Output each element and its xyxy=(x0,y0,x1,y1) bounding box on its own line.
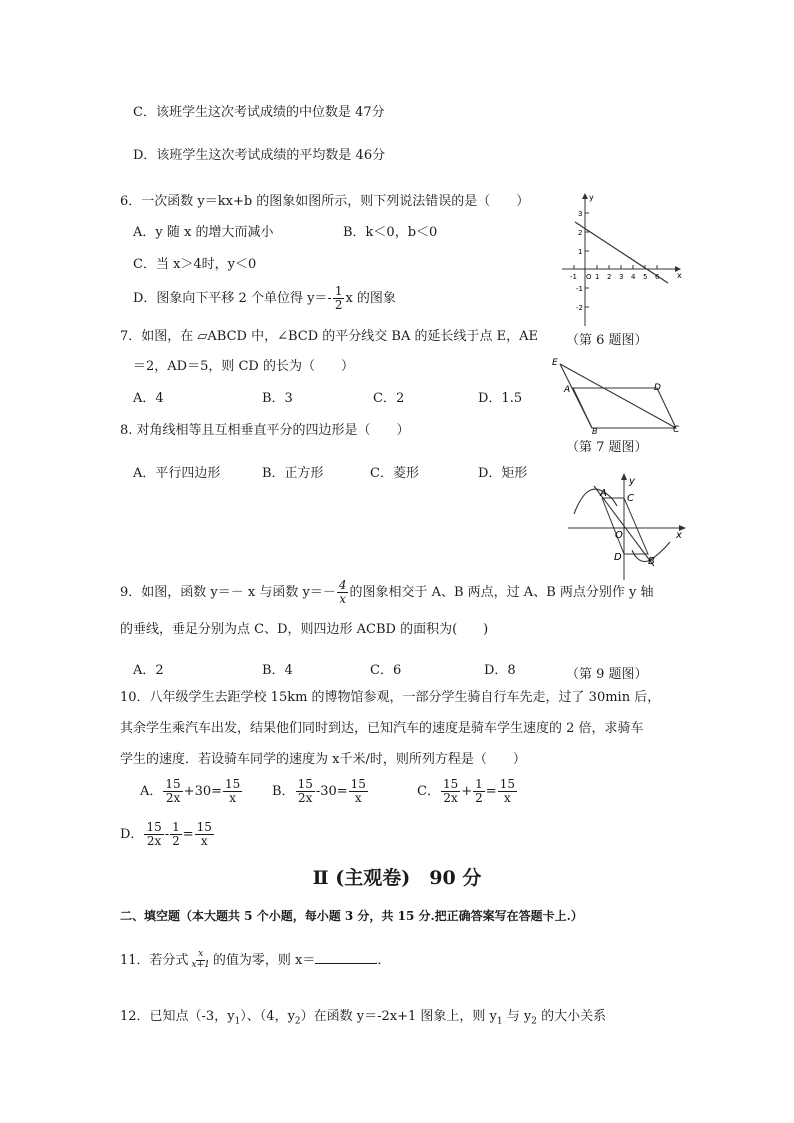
q10-option-d xyxy=(120,821,215,848)
equation-fraction xyxy=(144,821,163,848)
q7-stem-line2: ＝2，AD＝5，则 CD 的长为（ ） xyxy=(133,359,354,374)
fraction-denominator: x+1 xyxy=(191,959,210,970)
hyperbola-branch-left xyxy=(574,489,617,514)
fraction-denominator: x xyxy=(354,791,362,806)
fraction-numerator: 1 xyxy=(172,820,180,834)
q8-option-a: A．平行四边形 xyxy=(133,466,221,481)
y-tick-label: 1 xyxy=(578,248,583,256)
q10-stem-line1: 10．八年级学生去距学校 15km 的博物馆参观，一部分学生骑自行车先走，过了 30min 后， xyxy=(120,690,661,705)
q10-option-a xyxy=(140,778,243,805)
y-tick-label: -1 xyxy=(576,285,583,293)
point-a-label: A xyxy=(564,385,571,395)
q12-text: 12．已知点（-3，y xyxy=(120,1009,235,1024)
q6-option-d-tail: x 的图象 xyxy=(345,291,396,307)
q8-stem: 8. 对角线相等且互相垂直平分的四边形是（ ） xyxy=(120,423,410,438)
equation-fraction xyxy=(296,778,315,805)
fraction-numerator: 15 xyxy=(297,777,313,791)
q6-stem: 6．一次函数 y＝kx+b 的图象如图所示，则下列说法错误的是（ ） xyxy=(120,194,530,209)
q6-option-d xyxy=(133,285,396,312)
subscript: 1 xyxy=(496,1016,503,1027)
point-d-label: D xyxy=(614,552,622,563)
y-tick-label: 2 xyxy=(578,229,583,237)
ba-extension xyxy=(560,364,592,428)
fraction-denominator: 2 xyxy=(475,791,483,806)
q9-option-d: D．8 xyxy=(484,663,516,678)
subscript: 1 xyxy=(234,1016,241,1027)
q11-fraction xyxy=(190,950,212,971)
fraction-numerator: 1 xyxy=(475,777,483,791)
q11-text-tail: 的值为零，则 x＝ xyxy=(212,952,316,968)
section-heading-fill-blank: 二、填空题（本大题共 5 个小题，每小题 3 分，共 15 分.把正确答案写在答题卡上.） xyxy=(120,909,583,923)
part2-title: Ⅱ (主观卷) 90 分 xyxy=(312,867,482,889)
q11-stem xyxy=(120,950,390,971)
q7-option-d: D．1.5 xyxy=(478,391,523,406)
equation-operator: +30= xyxy=(183,784,222,800)
fraction-denominator: 2x xyxy=(443,791,458,806)
y-axis-label: y xyxy=(589,193,594,202)
q9-stem-tail: 的图象相交于 A、B 两点，过 A、B 两点分别作 y 轴 xyxy=(349,585,654,601)
q6-option-d-fraction xyxy=(333,285,345,312)
fraction-denominator: x xyxy=(200,834,208,849)
option-label: B． xyxy=(272,784,295,800)
equation-fraction xyxy=(223,778,242,805)
q9-stem-line2: 的垂线，垂足分别为点 C、D，则四边形 ACBD 的面积为( ) xyxy=(120,622,489,637)
point-c-label: C xyxy=(673,425,680,435)
fraction-denominator: 2 xyxy=(334,298,343,313)
q12-text: ）、（4，y xyxy=(240,1009,295,1024)
equation-fraction xyxy=(473,778,485,805)
origin-label: O xyxy=(586,273,592,281)
fraction-numerator: 15 xyxy=(225,777,241,791)
equation-fraction xyxy=(441,778,460,805)
equation-fraction xyxy=(349,778,368,805)
q12-stem xyxy=(120,1010,606,1027)
q9-stem-line1 xyxy=(120,579,654,606)
fraction-numerator: 4 xyxy=(338,578,347,592)
q5-option-d: D．该班学生这次考试成绩的平均数是 46分 xyxy=(133,148,386,163)
y-axis-arrow xyxy=(621,473,627,480)
fraction-numerator: 15 xyxy=(499,777,515,791)
q7-option-a: A．4 xyxy=(133,391,164,406)
q6-figure-caption: （第 6 题图） xyxy=(566,333,648,348)
y-tick-label: -2 xyxy=(576,304,583,312)
q11-period: ． xyxy=(377,952,391,968)
x-axis-label: x xyxy=(677,271,682,280)
q9-stem-text: 9．如图，函数 y＝－ x 与函数 y＝－ xyxy=(120,585,336,601)
fraction-denominator: 2x xyxy=(298,791,313,806)
q5-option-c: C．该班学生这次考试成绩的中位数是 47分 xyxy=(133,105,385,120)
q8-option-d: D．矩形 xyxy=(478,466,528,481)
subscript: 2 xyxy=(531,1016,537,1027)
fraction-denominator: x xyxy=(229,791,237,806)
point-c-label: C xyxy=(627,493,634,504)
q7-parallelogram-figure xyxy=(548,352,688,436)
point-d-label: D xyxy=(654,383,661,393)
option-label: D． xyxy=(120,827,144,843)
q10-stem-line2: 其余学生乘汽车出发，结果他们同时到达，已知汽车的速度是骑车学生速度的 2 倍，求骑车 xyxy=(120,721,644,736)
fraction-numerator: 15 xyxy=(442,777,459,791)
q6-option-a: A．y 随 x 的增大而减小 xyxy=(133,225,274,240)
equation-operator: - xyxy=(164,827,170,843)
y-tick-label: 3 xyxy=(578,210,583,218)
q9-option-a: A．2 xyxy=(133,663,164,678)
equation-operator: = xyxy=(485,784,497,800)
q10-option-c xyxy=(417,778,518,805)
fraction-denominator: 2x xyxy=(165,791,181,806)
option-label: C． xyxy=(417,784,440,800)
x-tick-label: 6 xyxy=(655,273,660,281)
equation-fraction xyxy=(170,821,182,848)
equation-operator: + xyxy=(461,784,473,800)
q12-text: 与 y xyxy=(502,1009,532,1024)
q6-graph-figure xyxy=(556,190,686,328)
x-tick-label: 1 xyxy=(595,273,600,281)
equation-operator: = xyxy=(182,827,194,843)
fraction-numerator: 15 xyxy=(350,777,366,791)
q12-text: ）在函数 y＝-2x+1 图象上，则 y xyxy=(300,1009,497,1024)
fraction-numerator: 15 xyxy=(165,777,181,791)
q6-option-d-text: D．图象向下平移 2 个单位得 y＝- xyxy=(133,291,332,307)
fraction-numerator: 1 xyxy=(334,284,343,298)
equation-fraction xyxy=(195,821,214,848)
q10-option-b xyxy=(272,778,369,805)
answer-blank[interactable] xyxy=(315,951,377,964)
point-e-label: E xyxy=(552,358,558,368)
x-tick-label: 2 xyxy=(607,273,612,281)
point-b-label: B xyxy=(648,556,655,567)
q9-figure-caption: （第 9 题图） xyxy=(566,667,648,682)
point-a-label: A xyxy=(600,488,607,499)
q9-stem-fraction xyxy=(337,579,349,606)
equation-operator: -30= xyxy=(315,784,348,800)
fraction-numerator: 15 xyxy=(196,820,212,834)
q8-option-c: C．菱形 xyxy=(370,466,419,481)
q7-figure-caption: （第 7 题图） xyxy=(566,440,648,455)
q6-option-c: C．当 x＞4时，y＜0 xyxy=(133,257,257,272)
x-tick-label: 3 xyxy=(619,273,624,281)
fraction-denominator: x xyxy=(503,791,511,806)
x-tick-label: -1 xyxy=(570,273,577,281)
q7-stem-line1: 7．如图，在 ▱ABCD 中，∠BCD 的平分线交 BA 的延长线于点 E，AE xyxy=(120,329,538,344)
fraction-denominator: x xyxy=(339,592,347,607)
fraction-numerator: 15 xyxy=(146,820,162,834)
fraction-numerator: x xyxy=(198,949,204,959)
subscript: 2 xyxy=(294,1016,301,1027)
x-tick-label: 4 xyxy=(631,273,636,281)
fraction-denominator: 2x xyxy=(146,834,162,849)
point-b-label: B xyxy=(592,427,598,436)
q10-stem-line3: 学生的速度．若设骑车同学的速度为 x千米/时，则所列方程是（ ） xyxy=(120,752,526,767)
y-axis-arrow xyxy=(582,193,588,199)
q9-graph-figure xyxy=(566,468,690,584)
x-axis-label: x xyxy=(676,530,682,541)
x-tick-label: 5 xyxy=(643,273,648,281)
q9-option-c: C．6 xyxy=(370,663,402,678)
q7-option-b: B．3 xyxy=(262,391,293,406)
origin-label: O xyxy=(615,530,623,541)
equation-fraction xyxy=(498,778,517,805)
equation-fraction xyxy=(163,778,182,805)
q12-text: 的大小关系 xyxy=(536,1009,607,1024)
q9-option-b: B．4 xyxy=(262,663,293,678)
fraction-denominator: 2 xyxy=(172,834,180,849)
q8-option-b: B．正方形 xyxy=(262,466,324,481)
y-axis-label: y xyxy=(629,476,635,487)
option-label: A． xyxy=(140,784,163,800)
q11-text: 11．若分式 xyxy=(120,952,189,968)
q6-option-b: B．k＜0，b＜0 xyxy=(343,225,438,240)
q7-option-c: C．2 xyxy=(373,391,405,406)
